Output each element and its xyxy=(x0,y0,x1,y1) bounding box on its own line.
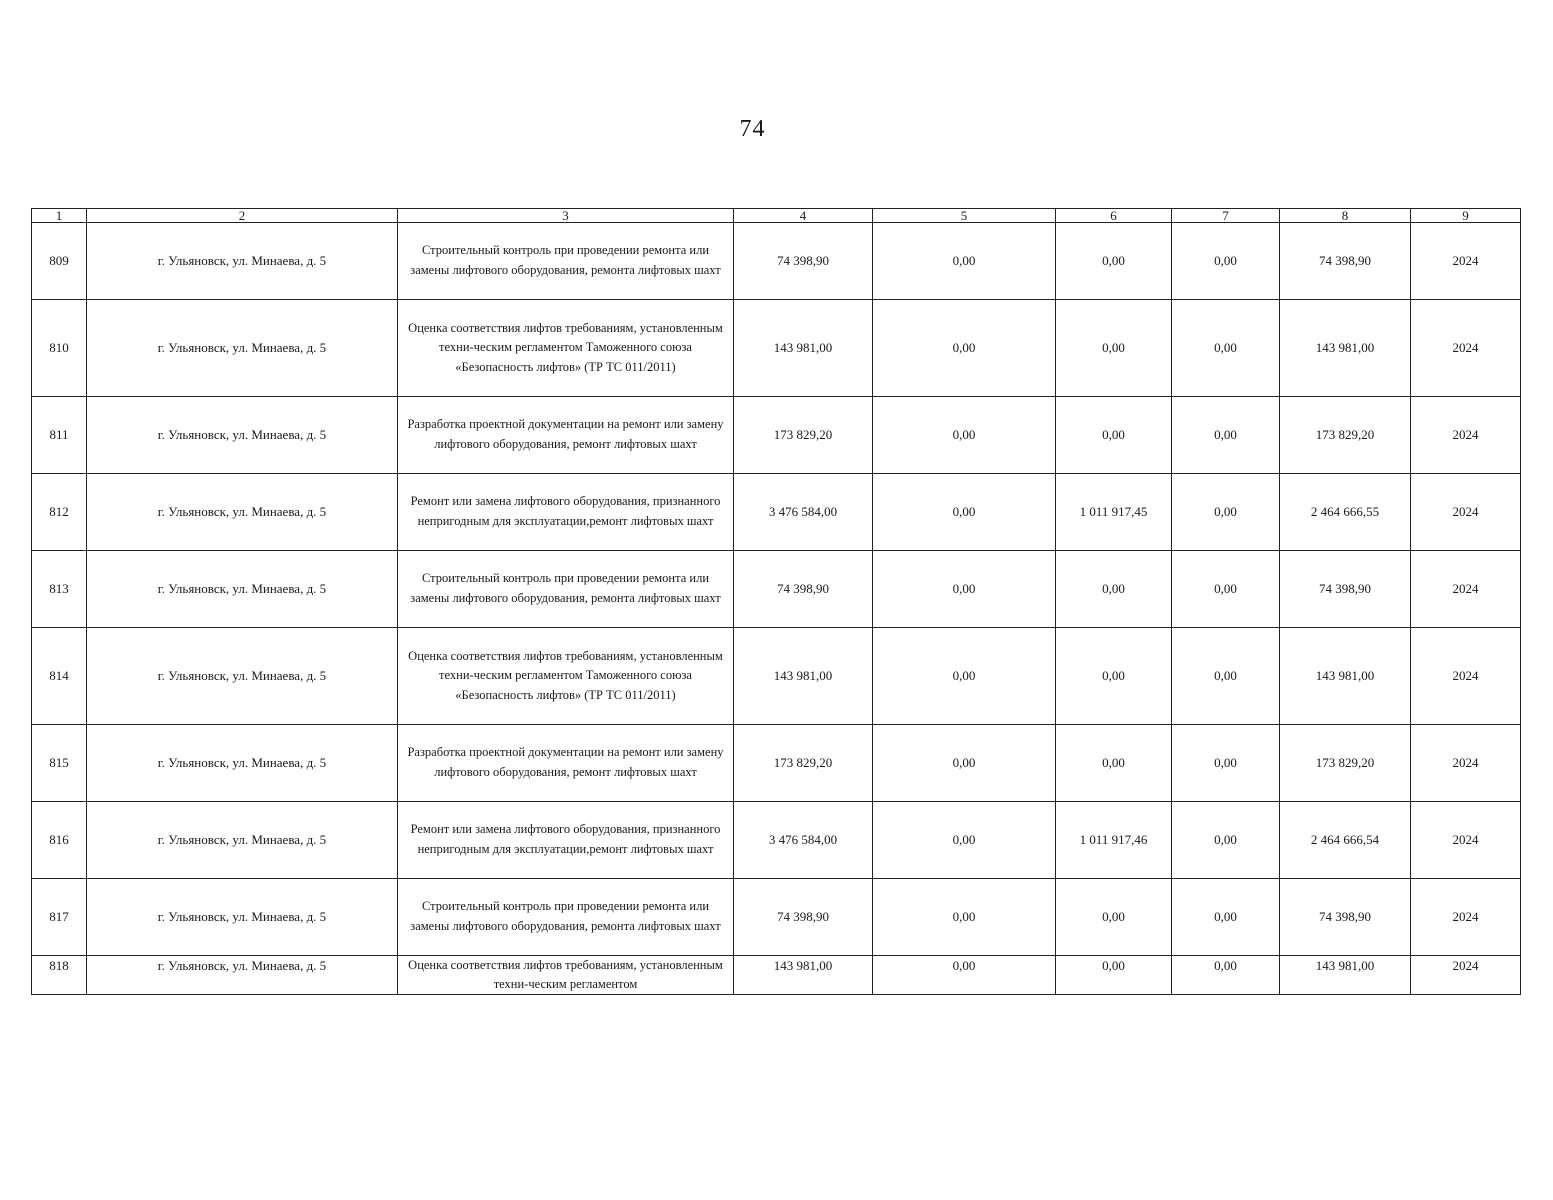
amount-cell: 0,00 xyxy=(873,397,1056,474)
column-header: 5 xyxy=(873,209,1056,223)
register-table xyxy=(31,208,1521,995)
row-number: 811 xyxy=(32,397,87,474)
column-header: 3 xyxy=(398,209,734,223)
amount-cell: 0,00 xyxy=(1172,879,1280,956)
row-number: 814 xyxy=(32,628,87,725)
work-type-cell: Оценка соответствия лифтов требованиям, установленным техни-ческим регламентом Таможенного союза «Безопасность лифтов» (ТР ТС 011/2011) xyxy=(398,300,734,397)
address-cell: г. Ульяновск, ул. Минаева, д. 5 xyxy=(87,725,398,802)
table-row xyxy=(32,956,1521,995)
row-number: 815 xyxy=(32,725,87,802)
amount-cell: 0,00 xyxy=(1172,300,1280,397)
amount-cell: 0,00 xyxy=(1056,397,1172,474)
amount-cell: 143 981,00 xyxy=(1280,956,1411,995)
amount-cell: 0,00 xyxy=(873,474,1056,551)
amount-cell: 0,00 xyxy=(1172,223,1280,300)
amount-cell: 0,00 xyxy=(1172,802,1280,879)
table-row xyxy=(32,223,1521,300)
amount-cell: 1 011 917,46 xyxy=(1056,802,1172,879)
amount-cell: 2 464 666,54 xyxy=(1280,802,1411,879)
amount-cell: 0,00 xyxy=(873,300,1056,397)
table-header-row xyxy=(32,209,1521,223)
amount-cell: 173 829,20 xyxy=(734,397,873,474)
page-number: 74 xyxy=(739,116,766,142)
column-header: 6 xyxy=(1056,209,1172,223)
row-number: 810 xyxy=(32,300,87,397)
amount-cell: 173 829,20 xyxy=(734,725,873,802)
amount-cell: 3 476 584,00 xyxy=(734,802,873,879)
year-cell: 2024 xyxy=(1411,223,1521,300)
address-cell: г. Ульяновск, ул. Минаева, д. 5 xyxy=(87,956,398,995)
amount-cell: 143 981,00 xyxy=(734,956,873,995)
amount-cell: 0,00 xyxy=(1172,725,1280,802)
amount-cell: 143 981,00 xyxy=(1280,628,1411,725)
amount-cell: 74 398,90 xyxy=(1280,551,1411,628)
column-header: 4 xyxy=(734,209,873,223)
amount-cell: 1 011 917,45 xyxy=(1056,474,1172,551)
year-cell: 2024 xyxy=(1411,725,1521,802)
amount-cell: 143 981,00 xyxy=(734,300,873,397)
address-cell: г. Ульяновск, ул. Минаева, д. 5 xyxy=(87,474,398,551)
amount-cell: 3 476 584,00 xyxy=(734,474,873,551)
row-number: 813 xyxy=(32,551,87,628)
table-row xyxy=(32,879,1521,956)
amount-cell: 74 398,90 xyxy=(1280,223,1411,300)
work-type-cell: Разработка проектной документации на ремонт или замену лифтового оборудования, ремонт лифтовых шахт xyxy=(398,725,734,802)
amount-cell: 0,00 xyxy=(873,223,1056,300)
year-cell: 2024 xyxy=(1411,802,1521,879)
amount-cell: 74 398,90 xyxy=(734,879,873,956)
table-row xyxy=(32,474,1521,551)
address-cell: г. Ульяновск, ул. Минаева, д. 5 xyxy=(87,879,398,956)
address-cell: г. Ульяновск, ул. Минаева, д. 5 xyxy=(87,802,398,879)
table-row xyxy=(32,397,1521,474)
amount-cell: 0,00 xyxy=(873,551,1056,628)
work-type-cell: Оценка соответствия лифтов требованиям, установленным техни-ческим регламентом Таможенного союза «Безопасность лифтов» (ТР ТС 011/2011) xyxy=(398,628,734,725)
row-number: 812 xyxy=(32,474,87,551)
address-cell: г. Ульяновск, ул. Минаева, д. 5 xyxy=(87,300,398,397)
table-row xyxy=(32,628,1521,725)
work-type-cell: Ремонт или замена лифтового оборудования, признанного непригодным для эксплуатации,ремонт лифтовых шахт xyxy=(398,474,734,551)
year-cell: 2024 xyxy=(1411,397,1521,474)
amount-cell: 143 981,00 xyxy=(1280,300,1411,397)
work-type-cell: Строительный контроль при проведении ремонта или замены лифтового оборудования, ремонта лифтовых шахт xyxy=(398,879,734,956)
table-row xyxy=(32,551,1521,628)
amount-cell: 0,00 xyxy=(873,725,1056,802)
year-cell: 2024 xyxy=(1411,879,1521,956)
address-cell: г. Ульяновск, ул. Минаева, д. 5 xyxy=(87,551,398,628)
work-type-cell: Строительный контроль при проведении ремонта или замены лифтового оборудования, ремонта лифтовых шахт xyxy=(398,551,734,628)
amount-cell: 0,00 xyxy=(873,956,1056,995)
amount-cell: 0,00 xyxy=(1056,300,1172,397)
amount-cell: 0,00 xyxy=(1056,725,1172,802)
year-cell: 2024 xyxy=(1411,956,1521,995)
year-cell: 2024 xyxy=(1411,551,1521,628)
amount-cell: 74 398,90 xyxy=(734,551,873,628)
row-number: 809 xyxy=(32,223,87,300)
row-number: 816 xyxy=(32,802,87,879)
column-header: 2 xyxy=(87,209,398,223)
amount-cell: 0,00 xyxy=(873,802,1056,879)
amount-cell: 173 829,20 xyxy=(1280,725,1411,802)
amount-cell: 2 464 666,55 xyxy=(1280,474,1411,551)
table-row xyxy=(32,300,1521,397)
amount-cell: 0,00 xyxy=(873,879,1056,956)
work-type-cell: Ремонт или замена лифтового оборудования, признанного непригодным для эксплуатации,ремонт лифтовых шахт xyxy=(398,802,734,879)
amount-cell: 0,00 xyxy=(1172,956,1280,995)
amount-cell: 0,00 xyxy=(1172,551,1280,628)
column-header: 1 xyxy=(32,209,87,223)
work-type-cell: Оценка соответствия лифтов требованиям, установленным техни-ческим регламентом xyxy=(398,956,734,995)
amount-cell: 0,00 xyxy=(1172,474,1280,551)
amount-cell: 0,00 xyxy=(1056,956,1172,995)
amount-cell: 0,00 xyxy=(1056,879,1172,956)
work-type-cell: Разработка проектной документации на ремонт или замену лифтового оборудования, ремонт лифтовых шахт xyxy=(398,397,734,474)
amount-cell: 0,00 xyxy=(1172,397,1280,474)
amount-cell: 0,00 xyxy=(1056,223,1172,300)
table-row xyxy=(32,802,1521,879)
year-cell: 2024 xyxy=(1411,300,1521,397)
amount-cell: 74 398,90 xyxy=(1280,879,1411,956)
amount-cell: 173 829,20 xyxy=(1280,397,1411,474)
amount-cell: 0,00 xyxy=(1056,551,1172,628)
row-number: 818 xyxy=(32,956,87,995)
address-cell: г. Ульяновск, ул. Минаева, д. 5 xyxy=(87,223,398,300)
year-cell: 2024 xyxy=(1411,474,1521,551)
address-cell: г. Ульяновск, ул. Минаева, д. 5 xyxy=(87,397,398,474)
address-cell: г. Ульяновск, ул. Минаева, д. 5 xyxy=(87,628,398,725)
amount-cell: 74 398,90 xyxy=(734,223,873,300)
amount-cell: 0,00 xyxy=(1056,628,1172,725)
column-header: 9 xyxy=(1411,209,1521,223)
amount-cell: 0,00 xyxy=(1172,628,1280,725)
table-row xyxy=(32,725,1521,802)
column-header: 8 xyxy=(1280,209,1411,223)
amount-cell: 143 981,00 xyxy=(734,628,873,725)
year-cell: 2024 xyxy=(1411,628,1521,725)
row-number: 817 xyxy=(32,879,87,956)
column-header: 7 xyxy=(1172,209,1280,223)
work-type-cell: Строительный контроль при проведении ремонта или замены лифтового оборудования, ремонта лифтовых шахт xyxy=(398,223,734,300)
amount-cell: 0,00 xyxy=(873,628,1056,725)
